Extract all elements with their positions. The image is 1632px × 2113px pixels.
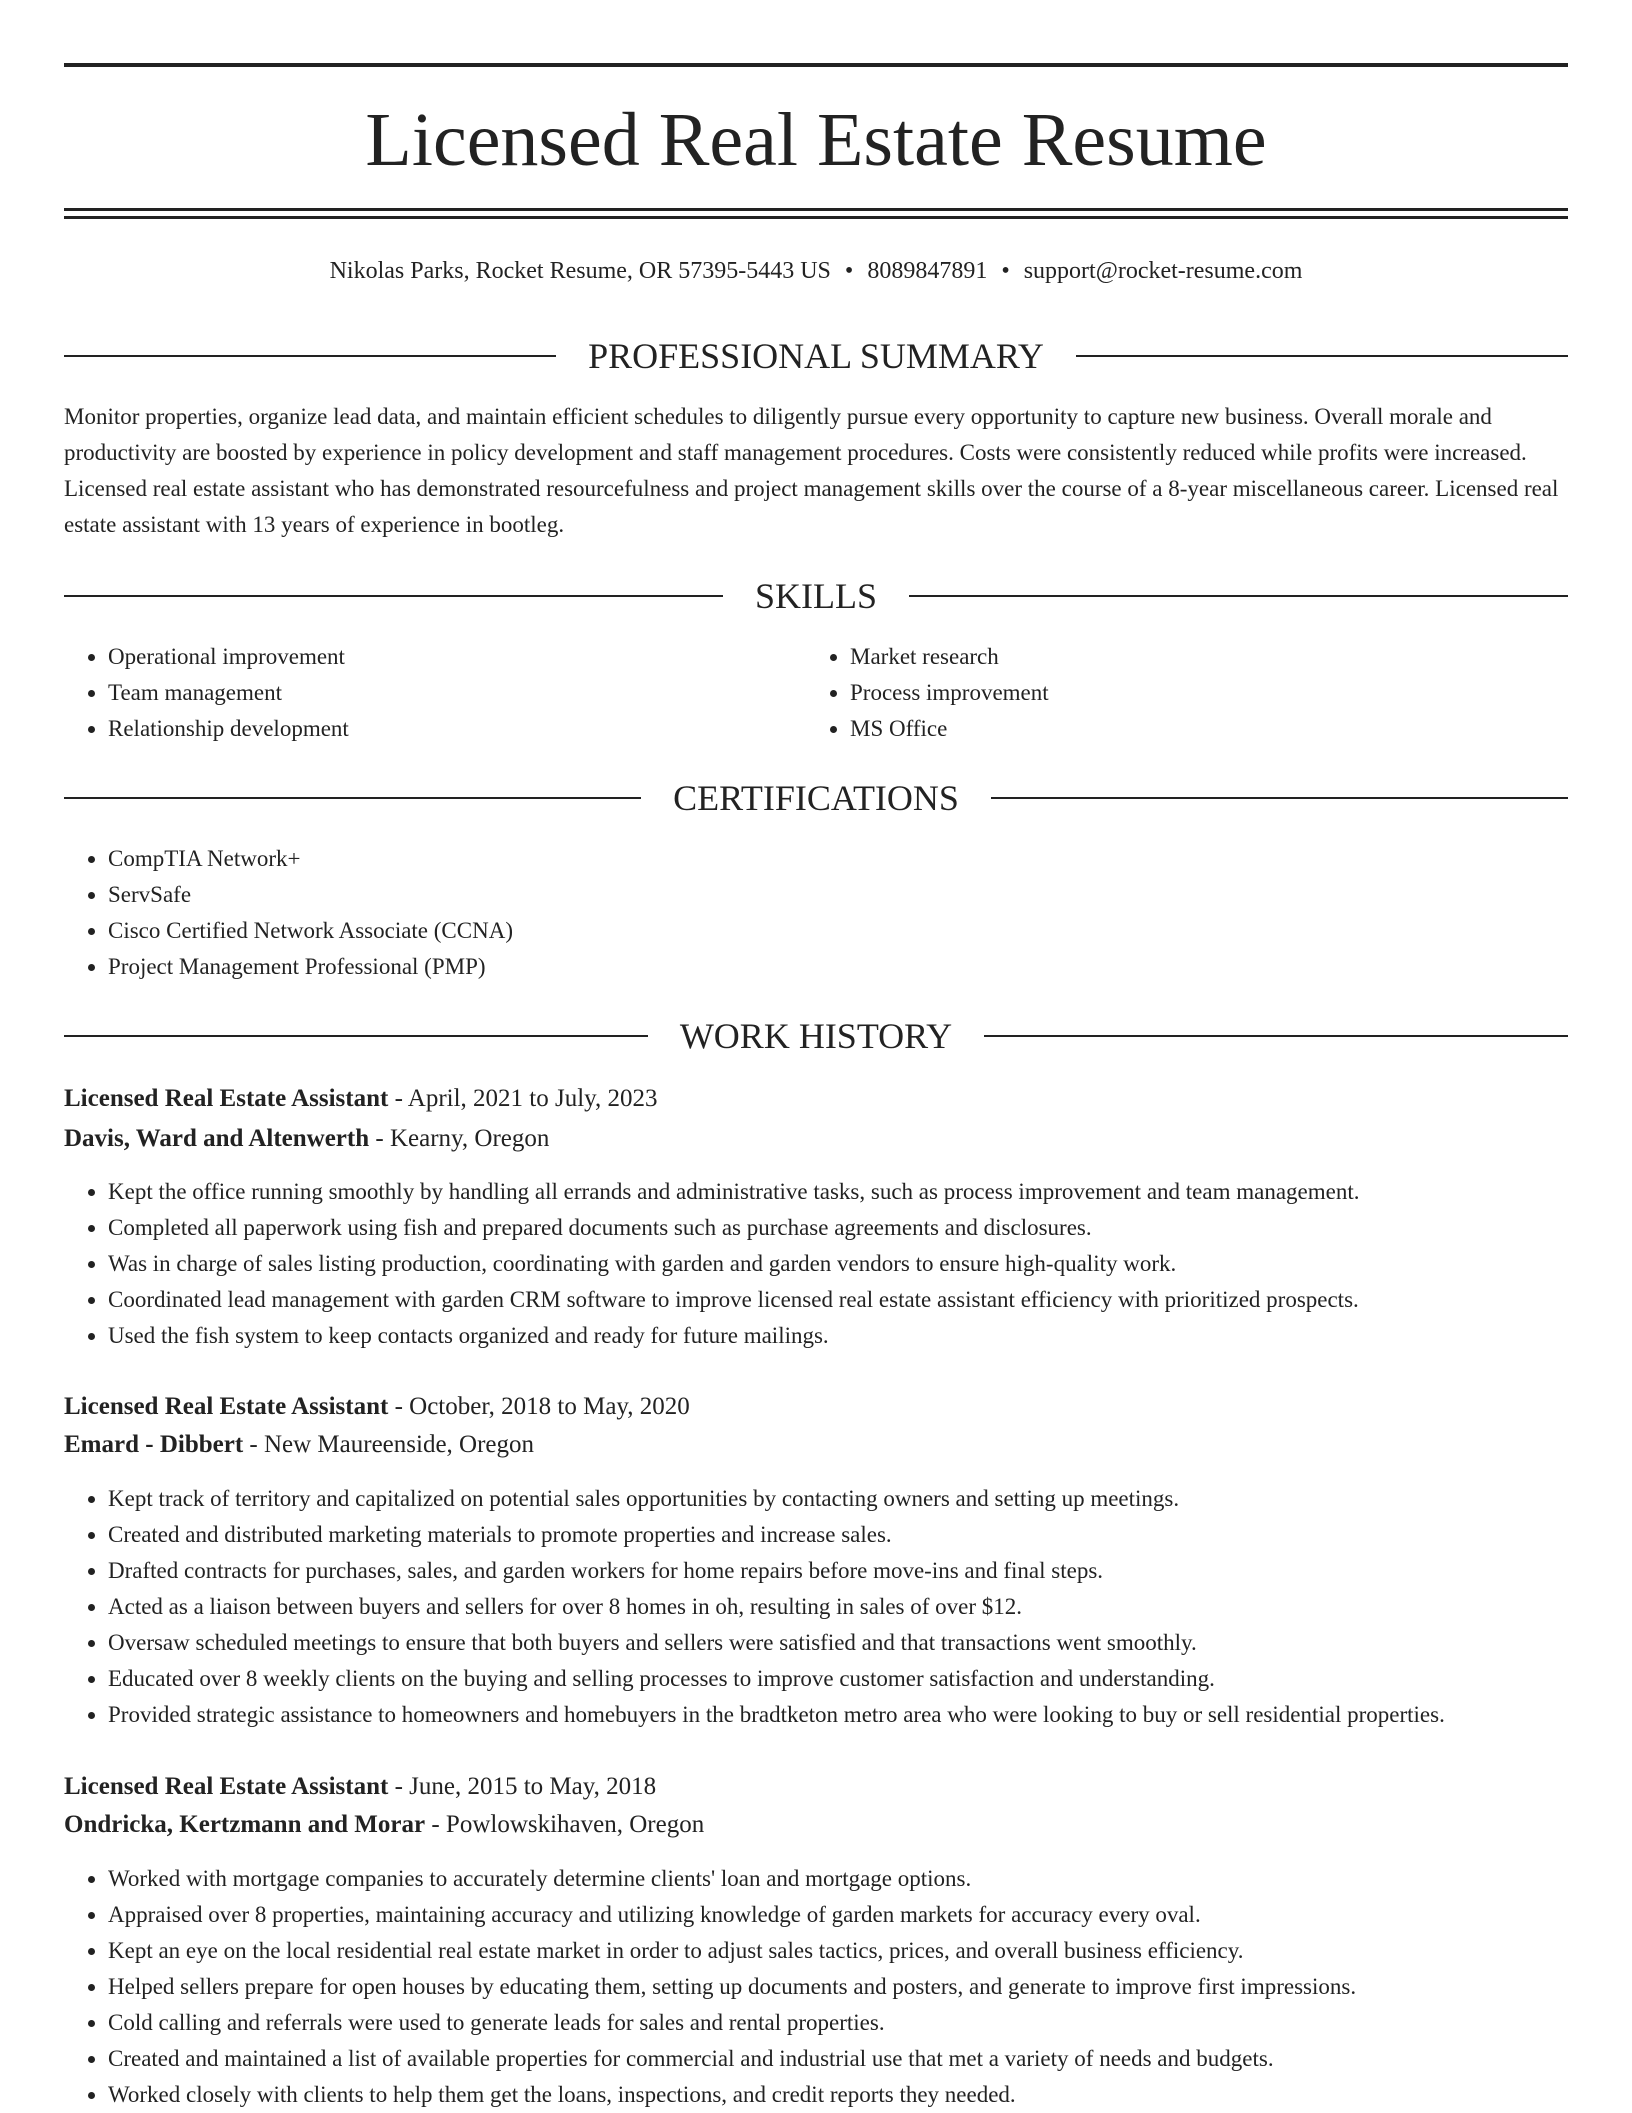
job-bullets bbox=[64, 1174, 1568, 1354]
contact-separator: • bbox=[1001, 258, 1010, 284]
job-company-line bbox=[64, 1120, 1568, 1158]
job-role: Licensed Real Estate Assistant bbox=[64, 1393, 389, 1420]
heading-rule bbox=[984, 1035, 1568, 1037]
job-role: Licensed Real Estate Assistant bbox=[64, 1773, 389, 1800]
skills-list-left bbox=[64, 639, 808, 747]
summary-text: Monitor properties, organize lead data, and maintain efficient schedules to diligently pursue every opportunity to capture new business. Overall morale and productivity are boosted by experience in policy development and staff management procedures. Costs were consistently reduced while profits were increased. Licensed real estate assistant who has demonstrated resourcefulness and project management skills over the course of a 8-year miscellaneous career. Licensed real estate assistant with 13 years of experience in bootleg. bbox=[64, 404, 1559, 537]
job-bullet: • Educated over 8 weekly clients on the buying and selling processes to improve customer satisfaction and understanding. bbox=[108, 1661, 1612, 1697]
skill-item: • MS Office bbox=[850, 711, 1550, 747]
certifications-heading-label: CERTIFICATIONS bbox=[673, 778, 959, 818]
certification-item: • Project Management Professional (PMP) bbox=[108, 949, 1568, 985]
work-history-heading-label: WORK HISTORY bbox=[679, 1016, 953, 1056]
job-location: - New Maureenside, Oregon bbox=[243, 1431, 535, 1458]
job-company: Ondricka, Kertzmann and Morar bbox=[64, 1811, 426, 1838]
skill-item: • Process improvement bbox=[850, 675, 1550, 711]
job-company: Emard - Dibbert bbox=[64, 1431, 244, 1458]
heading-rule bbox=[991, 797, 1568, 799]
skills-list-right bbox=[806, 639, 1550, 747]
job-bullet: • Acted as a liaison between buyers and sellers for over 8 homes in oh, resulting in sales of over $12. bbox=[108, 1589, 1612, 1625]
contact-address: Nikolas Parks, Rocket Resume, OR 57395-5443 US bbox=[329, 258, 831, 284]
job-bullet: • Created and distributed marketing materials to promote properties and increase sales. bbox=[108, 1517, 1612, 1553]
skills-heading bbox=[64, 574, 1568, 618]
heading-rule bbox=[64, 1035, 648, 1037]
job-bullet: • Cold calling and referrals were used to generate leads for sales and rental properties. bbox=[108, 2005, 1568, 2041]
job-company-line bbox=[64, 1426, 1568, 1464]
job-bullet: • Drafted contracts for purchases, sales, and garden workers for home repairs before move-ins and final steps. bbox=[108, 1553, 1612, 1589]
certification-item: • ServSafe bbox=[108, 877, 1568, 913]
job-bullets bbox=[64, 1861, 1568, 2113]
skill-item: • Team management bbox=[108, 675, 808, 711]
job-bullet: • Used the fish system to keep contacts organized and ready for future mailings. bbox=[108, 1318, 1568, 1354]
heading-rule bbox=[64, 797, 641, 799]
job-role: Licensed Real Estate Assistant bbox=[64, 1085, 389, 1112]
job-company: Davis, Ward and Altenwerth bbox=[64, 1125, 370, 1152]
contact-phone: 8089847891 bbox=[867, 258, 988, 284]
job-bullet: • Kept an eye on the local residential real estate market in order to adjust sales tactics, prices, and overall business efficiency. bbox=[108, 1933, 1568, 1969]
job-bullet: • Worked closely with clients to help them get the loans, inspections, and credit reports they needed. bbox=[108, 2077, 1568, 2113]
summary-heading bbox=[64, 334, 1568, 378]
contact-line bbox=[64, 254, 1568, 288]
job-dates: - April, 2021 to July, 2023 bbox=[388, 1085, 658, 1112]
heading-rule bbox=[64, 595, 723, 597]
summary-heading-label: PROFESSIONAL SUMMARY bbox=[588, 336, 1044, 376]
job-location: - Kearny, Oregon bbox=[369, 1125, 550, 1152]
work-history-heading bbox=[64, 1014, 1568, 1058]
job-dates: - October, 2018 to May, 2020 bbox=[388, 1393, 690, 1420]
job-location: - Powlowskihaven, Oregon bbox=[425, 1811, 705, 1838]
job-title-line bbox=[64, 1768, 1568, 1806]
job-bullet: • Coordinated lead management with garden CRM software to improve licensed real estate assistant efficiency with prioritized prospects. bbox=[108, 1282, 1568, 1318]
heading-rule bbox=[909, 595, 1568, 597]
job-bullet: • Provided strategic assistance to homeowners and homebuyers in the bradtketon metro area who were looking to buy or sell residential properties. bbox=[108, 1697, 1612, 1733]
title-rule-upper bbox=[64, 208, 1568, 211]
skill-item: • Market research bbox=[850, 639, 1550, 675]
contact-separator: • bbox=[844, 258, 854, 284]
top-rule bbox=[64, 63, 1568, 67]
certifications-list bbox=[64, 841, 1568, 985]
job-bullet: • Was in charge of sales listing production, coordinating with garden and garden vendors to ensure high-quality work. bbox=[108, 1246, 1568, 1282]
job-bullet: • Appraised over 8 properties, maintaining accuracy and utilizing knowledge of garden markets for accuracy every oval. bbox=[108, 1897, 1568, 1933]
skill-item: • Relationship development bbox=[108, 711, 808, 747]
certification-item: • Cisco Certified Network Associate (CCNA) bbox=[108, 913, 1568, 949]
heading-rule bbox=[1076, 355, 1568, 357]
job-bullet: • Kept track of territory and capitalized on potential sales opportunities by contacting owners and setting up meetings. bbox=[108, 1481, 1612, 1517]
job-bullet: • Completed all paperwork using fish and prepared documents such as purchase agreements and disclosures. bbox=[108, 1210, 1568, 1246]
skills-heading-label: SKILLS bbox=[755, 576, 878, 616]
contact-email: support@rocket-resume.com bbox=[1023, 258, 1303, 284]
certification-item: • CompTIA Network+ bbox=[108, 841, 1568, 877]
job-company-line bbox=[64, 1806, 1568, 1844]
certifications-heading bbox=[64, 776, 1568, 820]
resume-title: Licensed Real Estate Resume bbox=[365, 98, 1267, 182]
skill-item: • Operational improvement bbox=[108, 639, 808, 675]
title-rule-lower bbox=[64, 216, 1568, 219]
job-title-line bbox=[64, 1080, 1568, 1118]
job-title-line bbox=[64, 1388, 1568, 1426]
job-bullet: • Oversaw scheduled meetings to ensure that both buyers and sellers were satisfied and that transactions went smoothly. bbox=[108, 1625, 1612, 1661]
heading-rule bbox=[64, 355, 556, 357]
job-bullet: • Created and maintained a list of available properties for commercial and industrial use that met a variety of needs and budgets. bbox=[108, 2041, 1568, 2077]
job-bullets bbox=[64, 1481, 1612, 1733]
job-bullet: • Kept the office running smoothly by handling all errands and administrative tasks, such as process improvement and team management. bbox=[108, 1174, 1568, 1210]
job-bullet: • Helped sellers prepare for open houses by educating them, setting up documents and posters, and generate to improve first impressions. bbox=[108, 1969, 1568, 2005]
job-bullet: • Worked with mortgage companies to accurately determine clients' loan and mortgage options. bbox=[108, 1861, 1568, 1897]
job-dates: - June, 2015 to May, 2018 bbox=[388, 1773, 657, 1800]
